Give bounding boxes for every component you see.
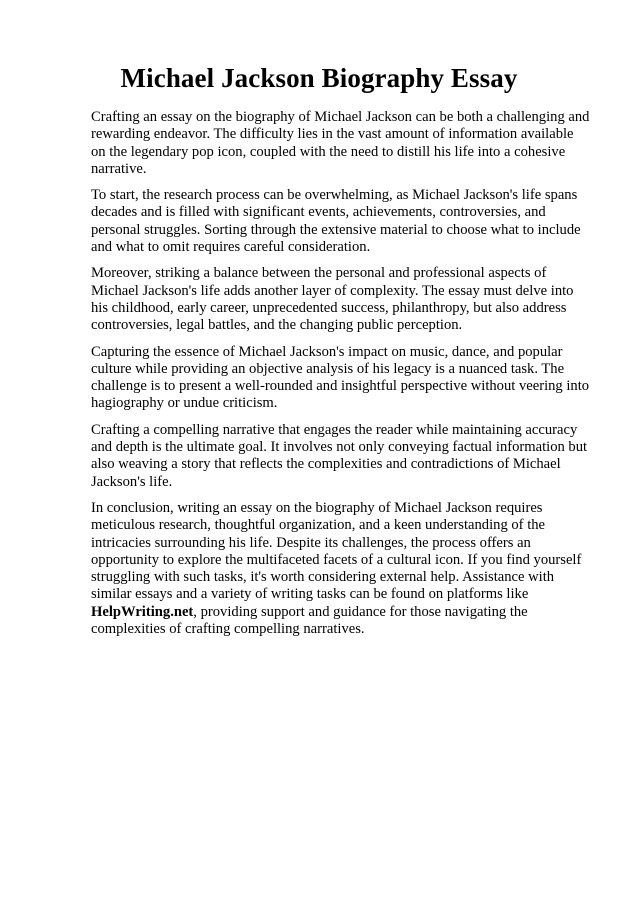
- paragraph-balance: Moreover, striking a balance between the personal and professional aspects of Michael Jackson's life adds another layer of complexity. The essay must delve into his childhood, early career, unprecedented success, philanthropy, but also address controversies, legal battles, and the changing public perception.: [91, 265, 574, 334]
- brand-link[interactable]: HelpWriting.net: [91, 603, 194, 620]
- conclusion-text-before: In conclusion, writing an essay on the biography of Michael Jackson requires meticulous research, thoughtful organization, and a keen understanding of the intricacies surrounding his life. Despite its challenges, the process offers an opportunity to explore the multifaceted facets of a cultural icon. If you find yourself struggling with such tasks, it's worth considering external help. Assistance with similar essays and a variety of writing tasks can be found on platforms like: [91, 499, 582, 603]
- paragraph-narrative: Crafting a compelling narrative that engages the reader while maintaining accuracy and depth is the ultimate goal. It involves not only conveying factual information but also weaving a story that reflects the complexities and contradictions of Michael Jackson's life.: [91, 421, 588, 490]
- paragraph-conclusion: [91, 500, 590, 638]
- paragraph-intro: Crafting an essay on the biography of Michael Jackson can be both a challenging and rewarding endeavor. The difficulty lies in the vast amount of information available on the legendary pop icon, coupled with the need to distill his life into a cohesive narrative.: [91, 109, 590, 177]
- paragraph-research: To start, the research process can be overwhelming, as Michael Jackson's life spans decades and is filled with significant events, achievements, controversies, and personal struggles. Sorting through the extensive material to choose what to include and what to omit requires careful consideration.: [91, 187, 581, 256]
- page-title: Michael Jackson Biography Essay: [120, 63, 518, 93]
- paragraph-impact: Capturing the essence of Michael Jackson's impact on music, dance, and popular culture while providing an objective analysis of his legacy is a nuanced task. The challenge is to present a well-rounded and insightful perspective without veering into hagiography or undue criticism.: [91, 343, 590, 412]
- conclusion-text-after: , providing support and guidance for those navigating the complexities of crafting compelling narratives.: [91, 603, 528, 638]
